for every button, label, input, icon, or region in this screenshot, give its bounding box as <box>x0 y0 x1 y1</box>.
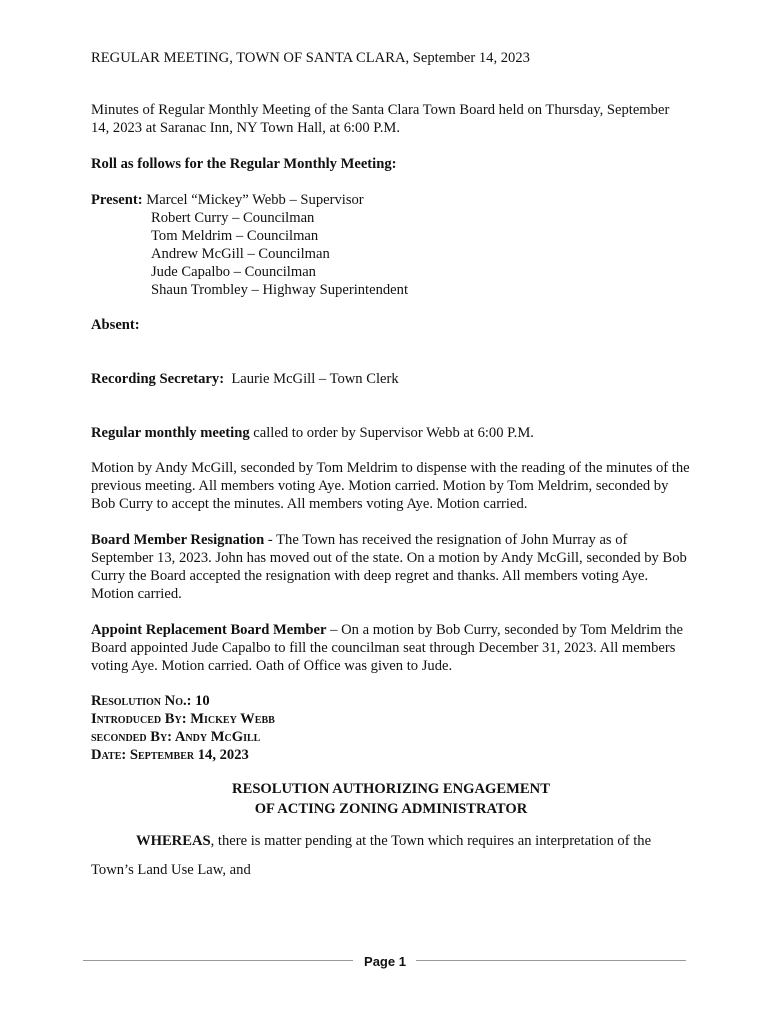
present-member: Tom Meldrim – Councilman <box>151 228 319 244</box>
call-to-order <box>91 424 691 442</box>
present-member: Marcel “Mickey” Webb – Supervisor <box>146 192 364 208</box>
roll-heading: Roll as follows for the Regular Monthly Meeting: <box>91 156 397 172</box>
secretary-name: Laurie McGill – Town Clerk <box>231 371 399 387</box>
whereas-line1 <box>91 832 691 850</box>
resolution-date: Date: September 14, 2023 <box>91 747 249 763</box>
recording-secretary <box>91 370 691 388</box>
resolution-seconded: seconded By: Andy McGill <box>91 729 261 745</box>
present-list <box>91 191 691 299</box>
resignation-text: - The Town has received the resignation of John Murray as of September 13, 2023. John has moved out of the state. On a motion by Andy McGill, seconded by Bob Curry the Board accepted the resignation with deep regret and thanks. All members voting Aye. Motion carried. <box>91 532 687 602</box>
motion-minutes-paragraph: Motion by Andy McGill, seconded by Tom Meldrim to dispense with the reading of the minutes of the previous meeting. All members voting Aye. Motion carried. Motion by Tom Meldrim, seconded by Bob Curry to accept the minutes. All members voting Aye. Motion carried. <box>91 460 690 512</box>
resolution-title-line1: RESOLUTION AUTHORIZING ENGAGEMENT <box>232 781 550 797</box>
present-member: Shaun Trombley – Highway Superintendent <box>151 282 409 298</box>
absent-label: Absent: <box>91 317 140 333</box>
secretary-label: Recording Secretary: <box>91 371 225 387</box>
appoint-paragraph <box>91 621 691 675</box>
intro-paragraph: Minutes of Regular Monthly Meeting of the Santa Clara Town Board held on Thursday, September 14, 2023 at Saranac Inn, NY Town Hall, at 6:00 P.M. <box>91 102 670 136</box>
resolution-number: Resolution No.: 10 <box>91 693 210 709</box>
appoint-heading: Appoint Replacement Board Member <box>91 622 327 638</box>
appoint-text: – On a motion by Bob Curry, seconded by Tom Meldrim the Board appointed Jude Capalbo to fill the councilman seat through December 31, 2023. All members voting Aye. Motion carried. Oath of Office was given to Jude. <box>91 622 683 674</box>
call-bold: Regular monthly meeting <box>91 425 250 441</box>
resignation-heading: Board Member Resignation <box>91 532 265 548</box>
present-row <box>91 191 691 209</box>
call-rest: called to order by Supervisor Webb at 6:00 P.M. <box>249 425 534 441</box>
whereas-bold: WHEREAS <box>136 833 211 849</box>
resolution-title-line2: OF ACTING ZONING ADMINISTRATOR <box>254 801 528 817</box>
whereas-line2: Town’s Land Use Law, and <box>91 862 251 878</box>
page-number: Page 1 <box>364 954 406 969</box>
resolution-introduced: Introduced By: Mickey Webb <box>91 711 275 727</box>
present-member: Robert Curry – Councilman <box>151 210 315 226</box>
present-label: Present: <box>91 192 143 208</box>
resignation-paragraph <box>91 531 691 603</box>
resolution-title <box>91 779 691 819</box>
present-member: Andrew McGill – Councilman <box>151 246 330 262</box>
present-member: Jude Capalbo – Councilman <box>151 264 316 280</box>
whereas-text: , there is matter pending at the Town which requires an interpretation of the <box>210 833 652 849</box>
page-header: REGULAR MEETING, TOWN OF SANTA CLARA, September 14, 2023 <box>91 50 530 66</box>
resolution-meta <box>91 692 691 764</box>
